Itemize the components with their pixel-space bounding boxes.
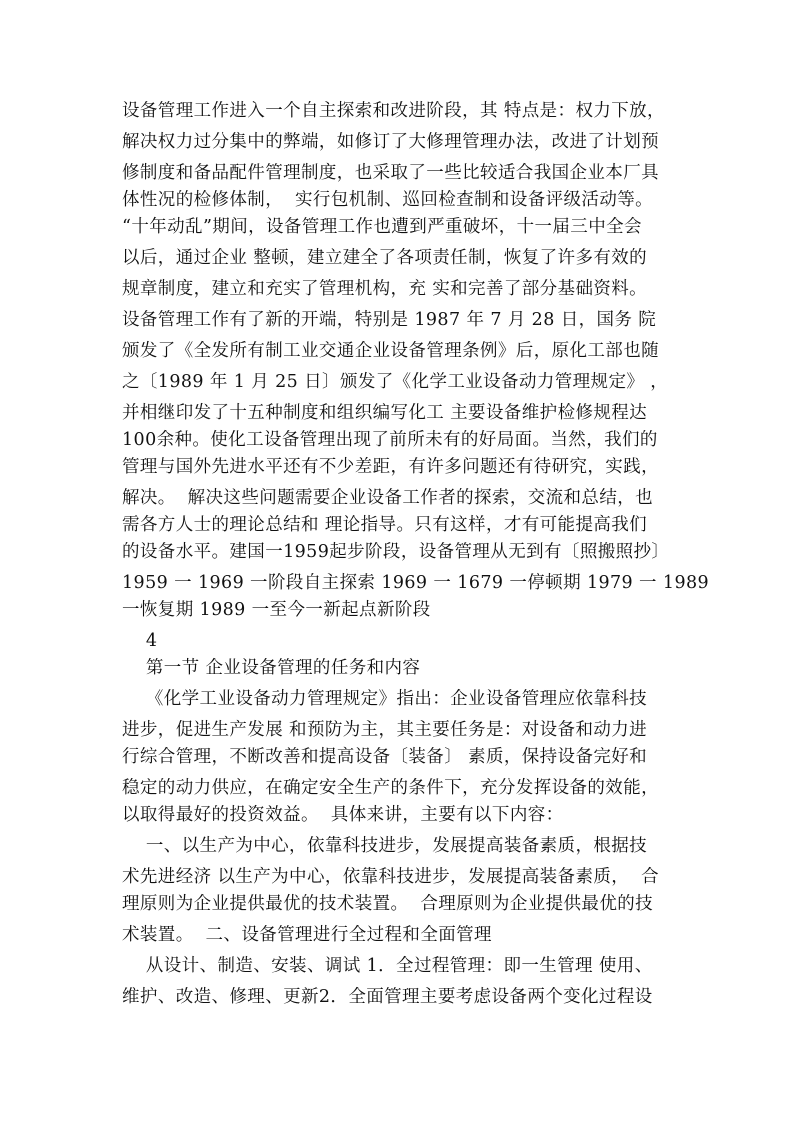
- text-line: 术先进经济 以生产为中心，依靠科技进步，发展提高装备素质， 合: [122, 867, 659, 887]
- text-line: 一恢复期 1989 一至今一新起点新阶段: [122, 600, 431, 620]
- page-number: 4: [122, 631, 158, 651]
- text-line: 理原则为企业提供最优的技术装置。 合理原则为企业提供最优的技: [122, 894, 654, 914]
- text-line: 术装置。 二、设备管理进行全过程和全面管理: [122, 925, 492, 945]
- text-line: 设备管理工作进入一个自主探索和改进阶段，其 特点是：权力下放，: [122, 101, 665, 121]
- text-line: 以取得最好的投资效益。 具体来讲，主要有以下内容：: [122, 805, 564, 825]
- text-line: 稳定的动力供应，在确定安全生产的条件下，充分发挥设备的效能，: [122, 778, 659, 798]
- text-line: 从设计、制造、安装、调试 1．全过程管理：即一生管理 使用、: [122, 956, 653, 976]
- text-line: 解决。 解决这些问题需要企业设备工作者的探索，交流和总结，也: [122, 488, 654, 508]
- text-line: 100余种。使化工设备管理出现了前所未有的好局面。当然，我们的: [122, 430, 658, 450]
- text-line: 维护、改造、修理、更新2．全面管理主要考虑设备两个变化过程设: [122, 987, 653, 1007]
- text-line: 修制度和备品配件管理制度，也采取了一些比较适合我国企业本厂具: [122, 163, 659, 183]
- text-line: 以后，通过企业 整顿，建立建全了各项责任制，恢复了许多有效的: [122, 248, 648, 268]
- text-line: 管理与国外先进水平还有不少差距，有许多问题还有待研究，实践，: [122, 457, 659, 477]
- text-line: “十年动乱”期间，设备管理工作也遭到严重破坏，十一届三中全会: [122, 217, 642, 237]
- text-line: 颁发了《全发所有制工业交通企业设备管理条例》后，原化工部也随: [122, 341, 659, 361]
- text-line: 的设备水平。建国一1959起步阶段，设备管理从无到有〔照搬照抄〕: [122, 542, 670, 562]
- text-line: 一、以生产为中心，依靠科技进步，发展提高装备素质，根据技: [122, 836, 648, 856]
- text-line: 并相继印发了十五种制度和组织编写化工 主要设备维护检修规程达: [122, 403, 648, 423]
- text-line: 行综合管理，不断改善和提高设备〔装备〕 素质，保持设备完好和: [122, 747, 648, 767]
- text-line: 之〔1989 年 1 月 25 日〕颁发了《化学工业设备动力管理规定》 ，: [122, 372, 669, 392]
- text-line: 体性况的检修体制， 实行包机制、巡回检查制和设备评级活动等。: [122, 190, 654, 210]
- text-line: 需各方人士的理论总结和 理论指导。只有这样，才有可能提高我们: [122, 515, 648, 535]
- text-line: 1959 一 1969 一阶段自主探索 1969 一 1679 一停顿期 1979 一 1989: [122, 573, 710, 593]
- section-heading: 第一节 企业设备管理的任务和内容: [122, 658, 421, 678]
- text-line: 设备管理工作有了新的开端，特别是 1987 年 7 月 28 日，国务 院: [122, 310, 657, 330]
- text-line: 规章制度，建立和充实了管理机构，充 实和完善了部分基础资料。: [122, 279, 648, 299]
- text-line: 进步，促进生产发展 和预防为主，其主要任务是：对设备和动力进: [122, 720, 648, 740]
- text-line: 解决权力过分集中的弊端，如修订了大修理管理办法，改进了计划预: [122, 132, 659, 152]
- text-line: 《化学工业设备动力管理规定》指出：企业设备管理应依靠科技: [122, 689, 648, 709]
